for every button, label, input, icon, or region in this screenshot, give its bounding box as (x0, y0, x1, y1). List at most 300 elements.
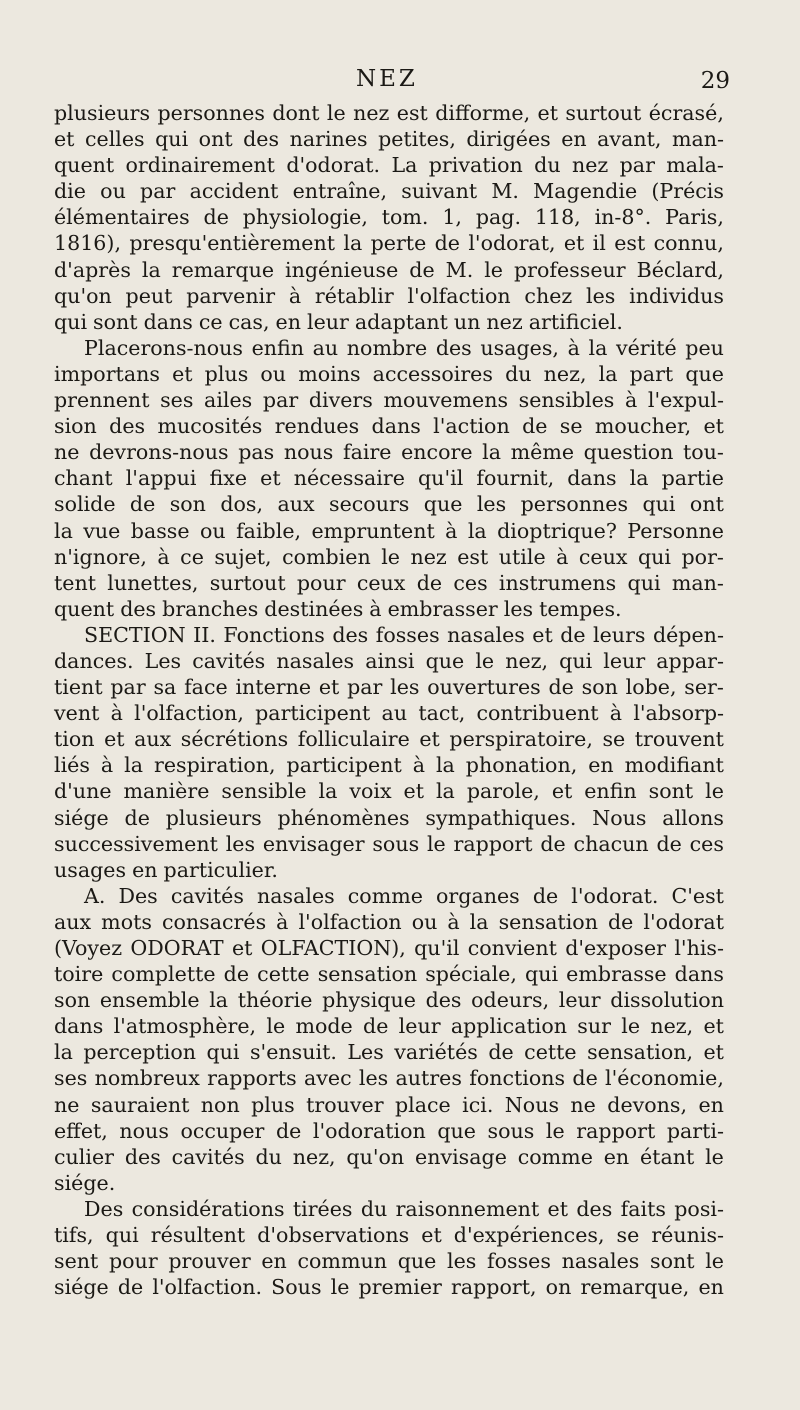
word: modifiant (624, 753, 724, 778)
word: à (157, 544, 170, 569)
word: commun (297, 1249, 388, 1274)
word: la (435, 779, 455, 804)
word: folliculaire (297, 727, 410, 752)
word: et (532, 622, 553, 647)
text-line (54, 518, 724, 544)
word: nous (283, 440, 334, 465)
text-line (54, 100, 724, 126)
word: successivement (54, 831, 218, 856)
word: de (363, 1014, 389, 1039)
word: et (54, 127, 75, 152)
word: le (266, 1014, 286, 1039)
word: tom. (381, 205, 429, 230)
word: et (318, 675, 340, 700)
word: la (318, 779, 338, 804)
word: mode (295, 1014, 353, 1039)
word: n'ignore, (54, 544, 147, 569)
word: du (360, 1196, 388, 1221)
word: destinées (264, 596, 364, 621)
word: mucosités (157, 414, 263, 439)
word: contribuent (476, 701, 599, 726)
word: rendues (274, 414, 360, 439)
word: variétés (394, 1040, 478, 1065)
word: son (54, 988, 91, 1013)
word: parti- (666, 1118, 724, 1143)
word: qui (155, 127, 189, 152)
word: usages, (480, 335, 559, 360)
word: Personne (627, 518, 724, 543)
word: l'odorat. (571, 883, 659, 908)
word: ainsi (365, 648, 415, 673)
word: l'olfaction. (152, 1275, 263, 1300)
word: partie (661, 466, 724, 491)
word: vérité (615, 335, 677, 360)
text-line (54, 674, 724, 700)
word: effet, (54, 1118, 108, 1143)
word: Nous (592, 805, 647, 830)
word: branches (162, 596, 259, 621)
word: et (547, 1196, 569, 1221)
word: adaptant (354, 309, 448, 334)
word: nez (486, 309, 523, 334)
word: des (332, 622, 369, 647)
word: que (423, 492, 463, 517)
text-line (54, 1170, 724, 1196)
text-line (54, 361, 724, 387)
word: nombre (346, 335, 428, 360)
word: de (548, 675, 574, 700)
word: accessoires (372, 361, 493, 386)
word: l'olfaction, (134, 701, 244, 726)
word: 1816), (54, 231, 121, 256)
word: à (447, 909, 460, 934)
text-line (54, 726, 724, 752)
word: et (703, 414, 724, 439)
word: faire (342, 440, 392, 465)
text-line (54, 805, 724, 831)
word: l'atmosphère, (113, 1014, 257, 1039)
word: qui (54, 309, 88, 334)
word: organes (436, 883, 520, 908)
word: liés (54, 753, 90, 778)
word: Sous (271, 1275, 322, 1300)
word: qui (642, 492, 676, 517)
word: application (450, 1014, 567, 1039)
word: en (132, 857, 158, 882)
word: complette (111, 962, 216, 987)
word: voix (349, 779, 392, 804)
word: ce (198, 309, 223, 334)
word: par (110, 675, 146, 700)
word: Les (144, 648, 182, 673)
word: sont (650, 1249, 695, 1274)
word: de (656, 831, 682, 856)
word: que (397, 1249, 437, 1274)
word: surtout (565, 101, 642, 125)
word: usages (54, 857, 127, 882)
word: la (209, 988, 229, 1013)
word: qui (627, 570, 661, 595)
text-line (54, 283, 724, 309)
word: de (275, 1118, 302, 1143)
word: nous (119, 1118, 169, 1143)
word: ne (54, 1092, 80, 1117)
text-line (54, 909, 724, 935)
word: la (588, 335, 608, 360)
word: fosses (375, 622, 440, 647)
word: die (54, 179, 86, 204)
word: phonation, (465, 753, 578, 778)
word: sécrétions (180, 727, 289, 752)
text-line (54, 648, 724, 674)
word: à (288, 283, 302, 308)
word: ont (689, 492, 724, 517)
word: l'expul- (647, 388, 724, 413)
word: mots (101, 909, 152, 934)
text-line (54, 126, 724, 152)
word: occuper (180, 1118, 265, 1143)
word: en (603, 1144, 630, 1169)
word: aux (134, 727, 172, 752)
word: prennent (54, 388, 150, 413)
word: rapport, (451, 1275, 537, 1300)
word: plusieurs (54, 101, 151, 125)
word: consacrés (161, 909, 267, 934)
word: des (120, 596, 157, 621)
word: OLFACTION), (260, 936, 406, 960)
word: artificiel. (528, 309, 623, 334)
word: man- (671, 570, 724, 595)
text-line (54, 335, 724, 361)
word: instrumens (498, 570, 617, 595)
word: leur (306, 309, 349, 334)
word: Nous (504, 1092, 560, 1117)
word: du (505, 361, 532, 386)
word: rapports (207, 1066, 297, 1091)
text-line (54, 570, 724, 596)
word: vue (83, 518, 121, 543)
word: solide (54, 492, 116, 517)
word: le (475, 648, 495, 673)
word: difforme, (435, 101, 531, 125)
word: sujet, (214, 544, 272, 569)
word: ont (198, 127, 233, 152)
word: ou (199, 518, 226, 543)
word: nez, (505, 648, 549, 673)
word: en (698, 1092, 724, 1117)
word: et (231, 936, 253, 960)
word: face (184, 675, 228, 700)
word: fournit, (476, 466, 555, 491)
word: leur (603, 648, 646, 673)
word: chant (54, 466, 113, 491)
word: M. (491, 179, 519, 204)
word: l'olfaction (407, 283, 511, 308)
text-line (54, 752, 724, 778)
word: manière (123, 779, 210, 804)
word: est (396, 101, 428, 125)
word: (Voyez (54, 936, 123, 960)
word: ou (100, 179, 126, 204)
word: divers (308, 388, 373, 413)
word: la (629, 466, 649, 491)
word: dans (674, 962, 724, 987)
word: avec (304, 1066, 352, 1091)
word: qui (637, 544, 672, 569)
word: que (425, 648, 465, 673)
word: réunis- (651, 1223, 724, 1248)
word: importans (54, 361, 160, 386)
word: Des (84, 1196, 124, 1221)
word: du (534, 153, 561, 178)
text-line (54, 152, 724, 178)
word: non (200, 1092, 240, 1117)
word: les (586, 283, 616, 308)
word: de (607, 909, 634, 934)
word: qu'il (414, 936, 460, 960)
word: rapport (453, 831, 533, 856)
text-line (54, 1144, 724, 1170)
word: à (100, 753, 114, 778)
word: ser- (684, 675, 724, 700)
word: son (581, 675, 618, 700)
word: que (437, 1118, 476, 1143)
word: son (169, 492, 206, 517)
word: siége. (54, 1170, 116, 1195)
word: sensation (317, 962, 418, 987)
word: nez (410, 544, 447, 569)
word: enfin (251, 335, 305, 360)
word: l'odorat (643, 909, 724, 934)
word: odeurs, (471, 988, 550, 1013)
word: fonctions (469, 1066, 566, 1091)
text-line (54, 1274, 724, 1300)
word: II. (193, 622, 216, 647)
word: de (203, 205, 229, 230)
word: à (609, 701, 623, 726)
word: résultent (150, 1223, 246, 1248)
word: Paris, (665, 205, 724, 230)
word: le (705, 1144, 724, 1169)
word: l'olfaction (298, 909, 402, 934)
word: ses (54, 1066, 88, 1091)
text-line (54, 465, 724, 491)
word: pour (108, 1249, 158, 1274)
word: les (390, 675, 420, 700)
word: ordinairement (125, 153, 275, 178)
word: cavités (171, 1144, 245, 1169)
word: sauraient (90, 1092, 190, 1117)
word: quent (54, 596, 115, 621)
word: sensible (221, 779, 307, 804)
word: question (583, 440, 674, 465)
word: de (223, 962, 250, 987)
word: et (421, 1223, 442, 1248)
word: faible, (236, 518, 302, 543)
word: des (425, 988, 462, 1013)
body-text (54, 100, 724, 1300)
word: surtout (209, 570, 286, 595)
word: à (369, 596, 382, 621)
word: envisage (415, 1144, 507, 1169)
word: nécessaire (293, 466, 405, 491)
word: sensation (498, 909, 598, 934)
word: mala- (666, 153, 724, 178)
word: considérations (131, 1196, 285, 1221)
word: cavités (170, 883, 244, 908)
word: tou- (683, 440, 724, 465)
word: chacun (573, 831, 649, 856)
word: ensemble (99, 988, 200, 1013)
word: spéciale, (425, 962, 517, 987)
word: l'absorp- (633, 701, 724, 726)
word: fosses (487, 1249, 551, 1274)
word: la (141, 257, 161, 282)
word: culier (54, 1144, 115, 1169)
word: le (330, 1275, 350, 1300)
word: peut (125, 283, 173, 308)
word: place (394, 1092, 451, 1117)
word: même (510, 440, 575, 465)
word: encore (401, 440, 473, 465)
word: l'action (433, 414, 510, 439)
word: ou (411, 909, 438, 934)
word: La (391, 153, 418, 178)
word: ces (689, 831, 724, 856)
word: d'observations (257, 1223, 410, 1248)
word: dans (54, 1014, 104, 1039)
word: quent (54, 153, 115, 178)
text-line (54, 204, 724, 230)
word: l'appui (125, 466, 197, 491)
word: trouvent (634, 727, 724, 752)
text-line (54, 1196, 724, 1222)
word: avant, (597, 127, 662, 152)
word: des (435, 335, 472, 360)
text-line (54, 1013, 724, 1039)
word: mouvemens (383, 388, 509, 413)
text-line (54, 778, 724, 804)
word: sont (648, 779, 694, 804)
word: sont (93, 309, 138, 334)
word: les (225, 831, 256, 856)
word: narines (289, 127, 368, 152)
word: sur (577, 1014, 611, 1039)
word: en (275, 309, 301, 334)
word: pag. (475, 205, 522, 230)
word: ici. (462, 1092, 494, 1117)
word: aux (54, 909, 92, 934)
word: élémentaires (54, 205, 190, 230)
word: empruntent (311, 518, 435, 543)
text-line (54, 413, 724, 439)
word: pour (296, 570, 346, 595)
word: d'expériences, (453, 1223, 605, 1248)
word: perception (83, 1040, 196, 1065)
word: et (419, 727, 440, 752)
word: se (602, 727, 626, 752)
word: cette (257, 962, 310, 987)
word: la (54, 1040, 73, 1065)
word: leur (398, 1014, 441, 1039)
word: plus (251, 1092, 295, 1117)
word: plus (204, 361, 249, 386)
word: part (629, 361, 674, 386)
text-line (54, 1248, 724, 1274)
word: ou (260, 361, 287, 386)
word: tempes. (539, 596, 622, 621)
word: convient (467, 936, 557, 960)
word: la (482, 440, 501, 465)
word: et (403, 779, 424, 804)
word: Béclard, (636, 257, 724, 282)
word: se (616, 1223, 640, 1248)
word: ses (160, 388, 194, 413)
word: dans (567, 466, 617, 491)
word: des (124, 1144, 161, 1169)
word: de (416, 570, 443, 595)
word: raisonnement (395, 1196, 540, 1221)
word: interne (235, 675, 312, 700)
word: au (381, 701, 408, 726)
word: sensation, (587, 1040, 694, 1065)
word: ceux (356, 570, 406, 595)
word: les (503, 596, 534, 621)
text-line (54, 309, 724, 335)
word: 118, (534, 205, 581, 230)
word: secours (329, 492, 410, 517)
word: ingénieuse (285, 257, 399, 282)
word: ailes (204, 388, 253, 413)
word: de (540, 831, 566, 856)
word: dépen- (652, 622, 724, 647)
word: celles (84, 127, 145, 152)
text-line (54, 1092, 724, 1118)
word: par (140, 179, 176, 204)
word: dans (371, 414, 421, 439)
word: et (104, 727, 125, 752)
page-number: 29 (700, 68, 730, 94)
word: combien (282, 544, 371, 569)
word: siége (54, 1275, 109, 1300)
word: en (261, 1249, 287, 1274)
text-line (54, 178, 724, 204)
word: cette (524, 1040, 577, 1065)
word: faits (620, 1196, 666, 1221)
word: aux (277, 492, 315, 517)
word: dioptrique? (497, 518, 617, 543)
word: chez (524, 283, 573, 308)
word: au (312, 335, 339, 360)
word: qui (206, 1040, 240, 1065)
word: dissolution (610, 988, 724, 1013)
word: entraîne, (292, 179, 388, 204)
word: perspiratoire, (449, 727, 593, 752)
word: est (457, 544, 489, 569)
word: remarque (171, 257, 275, 282)
word: d'après (54, 257, 131, 282)
word: et (260, 466, 281, 491)
word: dances. (54, 648, 134, 673)
text-line (54, 439, 724, 465)
word: envisager (262, 831, 365, 856)
word: d'une (54, 779, 112, 804)
text-line (54, 387, 724, 413)
word: la (435, 753, 455, 778)
word: leur (558, 988, 601, 1013)
word: dans (143, 309, 193, 334)
word: un (453, 309, 481, 334)
